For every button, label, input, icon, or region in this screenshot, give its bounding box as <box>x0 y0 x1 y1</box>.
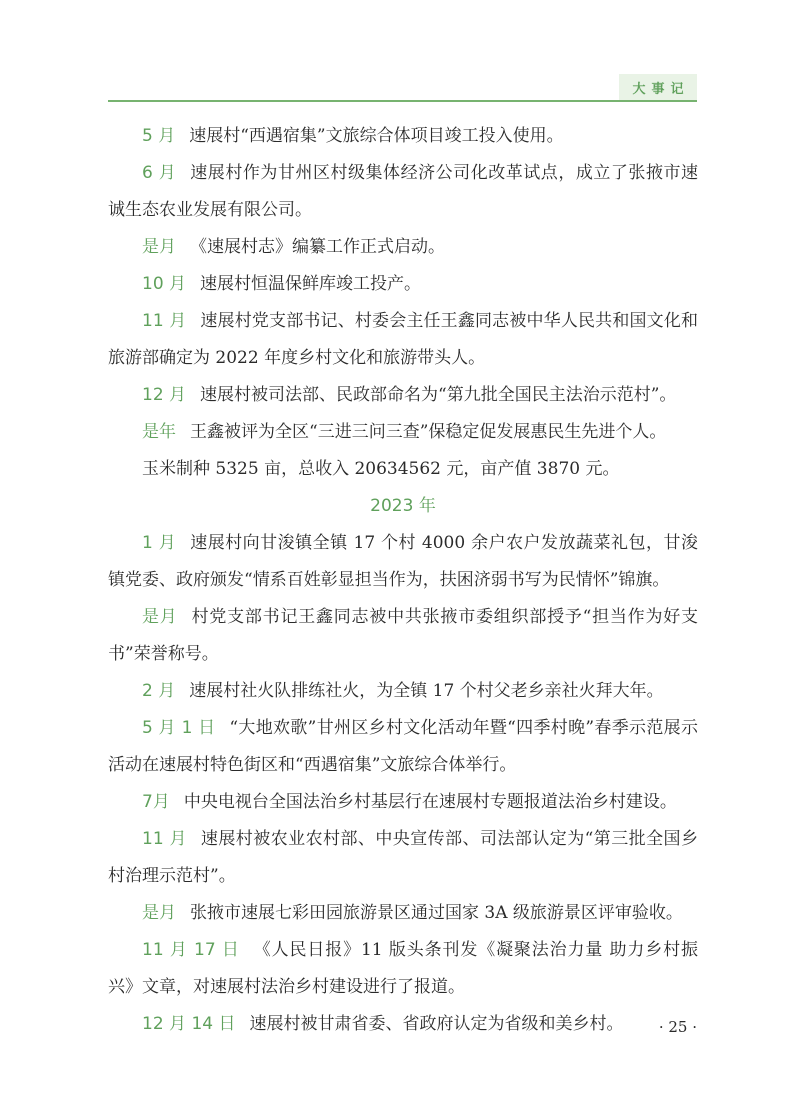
entry-text: 速展村向甘浚镇全镇 17 个村 4000 余户农户发放蔬菜礼包，甘浚镇党委、政府颁发“情系百姓彰显担当作为，扶困济弱书写为民情怀”锦旗。 <box>108 533 698 590</box>
entry-2023-january <box>108 525 698 599</box>
entry-2022-december <box>108 377 698 414</box>
entry-2023-same-month-2 <box>108 895 698 932</box>
year-heading-2023: 2023 年 <box>370 496 436 516</box>
entry-2022-november <box>108 303 698 377</box>
entry-date: 10 月 <box>142 274 187 294</box>
entry-date: 5 月 1 日 <box>142 718 216 738</box>
chronicle-content <box>108 118 698 1043</box>
entry-text: 村党支部书记王鑫同志被中共张掖市委组织部授予“担当作为好支书”荣誉称号。 <box>108 607 698 664</box>
entry-date: 12 月 14 日 <box>142 1014 236 1034</box>
entry-text: 《速展村志》编纂工作正式启动。 <box>190 237 445 257</box>
entry-text: 速展村恒温保鲜库竣工投产。 <box>200 274 422 294</box>
entry-text: 速展村被甘肃省委、省政府认定为省级和美乡村。 <box>249 1014 624 1034</box>
entry-date: 12 月 <box>142 385 187 405</box>
entry-date: 6 月 <box>142 163 177 183</box>
entry-text: 速展村被农业农村部、中央宣传部、司法部认定为“第三批全国乡村治理示范村”。 <box>108 829 698 886</box>
entry-date: 11 月 <box>142 829 187 849</box>
entry-text: 张掖市速展七彩田园旅游景区通过国家 3A 级旅游景区评审验收。 <box>190 903 683 923</box>
entry-text: 速展村作为甘州区村级集体经济公司化改革试点，成立了张掖市速诚生态农业发展有限公司。 <box>108 163 698 220</box>
entry-date: 7月 <box>142 792 170 812</box>
section-header-tab <box>619 74 697 100</box>
note-2022: 玉米制种 5325 亩，总收入 20634562 元，亩产值 3870 元。 <box>142 459 620 479</box>
entry-date: 5 月 <box>142 126 176 146</box>
entry-date: 11 月 <box>142 311 187 331</box>
entry-2023-november-17 <box>108 932 698 1006</box>
entry-2023-february <box>108 673 698 710</box>
entry-date: 是月 <box>142 607 178 627</box>
entry-text: “大地欢歌”甘州区乡村文化活动年暨“四季村晚”春季示范展示活动在速展村特色街区和“西遇宿集”文旅综合体举行。 <box>108 718 699 775</box>
header-rule <box>108 100 697 102</box>
entry-date: 是年 <box>142 422 176 442</box>
entry-2022-same-month <box>108 229 698 266</box>
entry-2022-year <box>108 414 698 451</box>
entry-date: 是月 <box>142 237 176 257</box>
entry-text: 速展村党支部书记、村委会主任王鑫同志被中华人民共和国文化和旅游部确定为 2022 年度乡村文化和旅游带头人。 <box>108 311 698 368</box>
entry-date: 1 月 <box>142 533 177 553</box>
entry-text: 速展村社火队排练社火，为全镇 17 个村父老乡亲社火拜大年。 <box>189 681 664 701</box>
entry-2022-may <box>108 118 698 155</box>
page-number: · 25 · <box>658 1018 697 1036</box>
entry-2022-june <box>108 155 698 229</box>
entry-text: 速展村“西遇宿集”文旅综合体项目竣工投入使用。 <box>189 126 564 146</box>
entry-2023-july <box>108 784 698 821</box>
entry-2022-october <box>108 266 698 303</box>
entry-text: 王鑫被评为全区“三进三问三查”保稳定促发展惠民生先进个人。 <box>190 422 667 442</box>
entry-date: 2 月 <box>142 681 176 701</box>
entry-date: 是月 <box>142 903 176 923</box>
entry-date: 11 月 17 日 <box>142 940 240 960</box>
entry-2023-november <box>108 821 698 895</box>
section-header-label: 大事记 <box>632 81 690 97</box>
entry-text: 速展村被司法部、民政部命名为“第九批全国民主法治示范村”。 <box>200 385 677 405</box>
entry-text: 中央电视台全国法治乡村基层行在速展村专题报道法治乡村建设。 <box>183 792 677 812</box>
entry-text: 《人民日报》11 版头条刊发《凝聚法治力量 助力乡村振兴》文章，对速展村法治乡村建设进行了报道。 <box>108 940 698 997</box>
entry-2023-may-1 <box>108 710 698 784</box>
entry-2023-same-month <box>108 599 698 673</box>
